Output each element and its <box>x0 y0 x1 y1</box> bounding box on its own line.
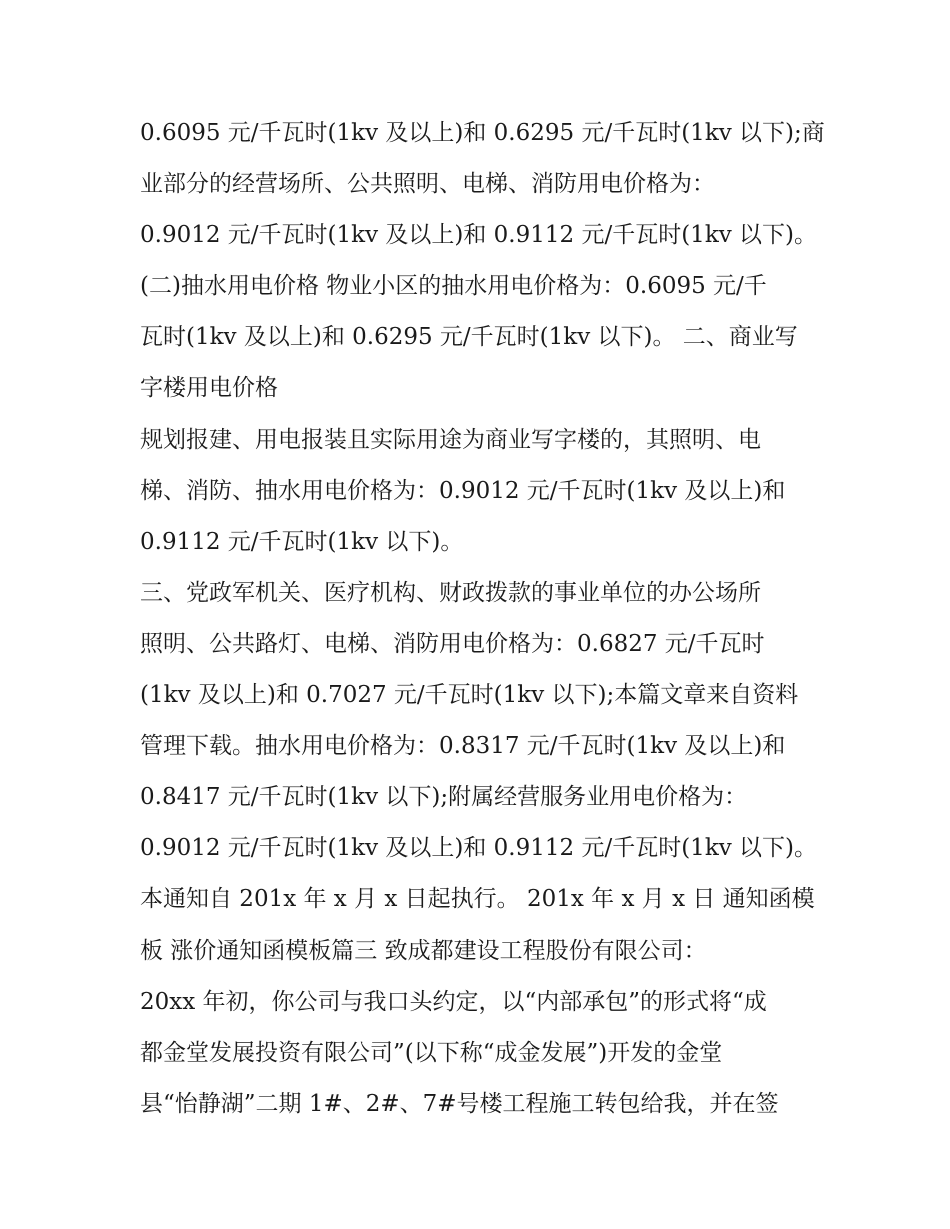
text-line: 照明、公共路灯、电梯、消防用电价格为：0.6827 元/千瓦时 <box>140 630 765 657</box>
text-line: 县“怡静湖”二期 1#、2#、7#号楼工程施工转包给我，并在签 <box>140 1090 779 1117</box>
text-line: 字楼用电价格 <box>140 375 278 402</box>
text-line: 0.6095 元/千瓦时(1kv 及以上)和 0.6295 元/千瓦时(1kv 以下);商 <box>140 120 825 146</box>
text-line: (二)抽水用电价格 物业小区的抽水用电价格为：0.6095 元/千 <box>140 273 767 300</box>
text-line: 0.8417 元/千瓦时(1kv 以下);附属经营服务业用电价格为： <box>140 784 748 811</box>
text-line: 本通知自 201x 年 x 月 x 日起执行。 201x 年 x 月 x 日 通知函模 <box>140 886 815 913</box>
text-line: 瓦时(1kv 及以上)和 0.6295 元/千瓦时(1kv 以下)。 二、商业写 <box>140 324 798 351</box>
text-line: 梯、消防、抽水用电价格为：0.9012 元/千瓦时(1kv 及以上)和 <box>140 477 786 504</box>
text-line: 20xx 年初，你公司与我口头约定，以“内部承包”的形式将“成 <box>140 988 767 1015</box>
text-line: 0.9112 元/千瓦时(1kv 以下)。 <box>140 528 464 555</box>
text-line: (1kv 及以上)和 0.7027 元/千瓦时(1kv 以下);本篇文章来自资料 <box>140 682 799 709</box>
text-line: 三、党政军机关、医疗机构、财政拨款的事业单位的办公场所 <box>140 579 761 606</box>
text-line: 规划报建、用电报装且实际用途为商业写字楼的，其照明、电 <box>140 426 761 453</box>
text-line: 0.9012 元/千瓦时(1kv 及以上)和 0.9112 元/千瓦时(1kv 以下)。 <box>140 835 818 862</box>
text-line: 0.9012 元/千瓦时(1kv 及以上)和 0.9112 元/千瓦时(1kv 以下)。 <box>140 222 818 249</box>
text-line: 都金堂发展投资有限公司”(以下称“成金发展”)开发的金堂 <box>140 1039 723 1066</box>
text-line: 管理下载。抽水用电价格为：0.8317 元/千瓦时(1kv 及以上)和 <box>140 733 786 760</box>
body-text <box>140 108 830 1130</box>
text-line: 板 涨价通知函模板篇三 致成都建设工程股份有限公司： <box>140 937 707 964</box>
text-line: 业部分的经营场所、公共照明、电梯、消防用电价格为： <box>140 171 715 198</box>
